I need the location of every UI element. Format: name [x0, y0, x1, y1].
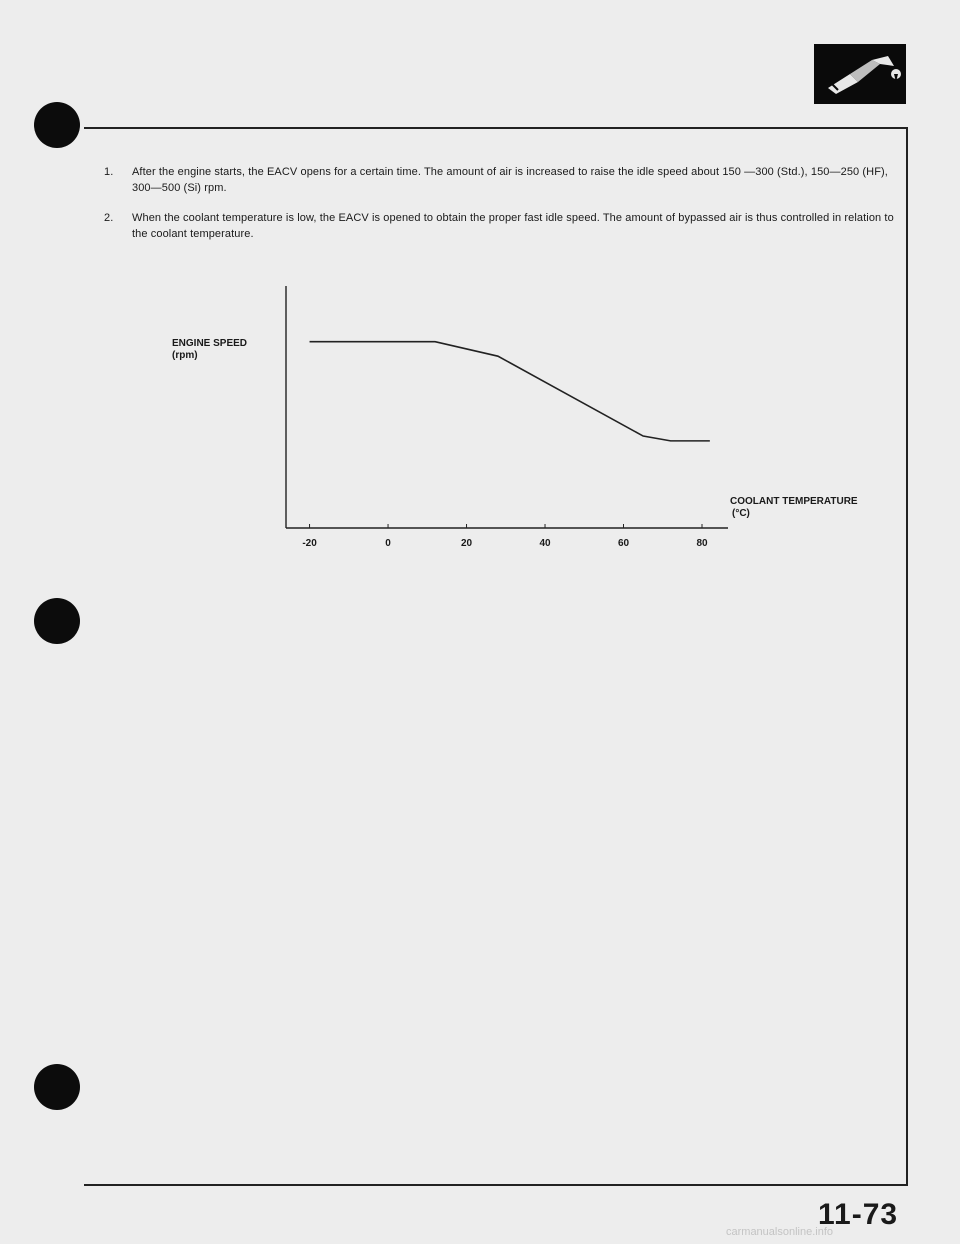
x-tick-label: 0: [385, 538, 391, 549]
y-axis-label: [172, 338, 247, 362]
step-text: After the engine starts, the EACV opens for a certain time. The amount of air is increased to raise the idle speed about 150 —300 (Std.), 150—250 (HF), 300—500 (Si) rpm.: [132, 166, 888, 194]
x-axis-unit: (°C): [732, 508, 750, 519]
x-tick-label: 40: [539, 538, 551, 549]
step-text: When the coolant temperature is low, the EACV is opened to obtain the proper fast idle speed. The amount of bypassed air is thus controlled in relation to the coolant temperature.: [132, 212, 894, 240]
step-number: 2.: [104, 212, 114, 224]
y-axis-title: ENGINE SPEED: [172, 338, 248, 349]
step-number: 1.: [104, 166, 114, 178]
x-tick-label: 60: [617, 538, 630, 549]
x-axis-title: COOLANT TEMPERATURE: [730, 496, 858, 507]
x-tick-label: 80: [696, 538, 708, 549]
y-axis-unit: (rpm): [172, 350, 198, 361]
watermark: carmanualsonline.info: [726, 1226, 834, 1238]
x-tick-label: 20: [460, 538, 473, 549]
page-number: 11-73: [818, 1198, 899, 1231]
engine-speed-curve: [310, 342, 710, 441]
x-tick-label: -20: [302, 538, 317, 549]
x-axis-label: [730, 496, 858, 520]
